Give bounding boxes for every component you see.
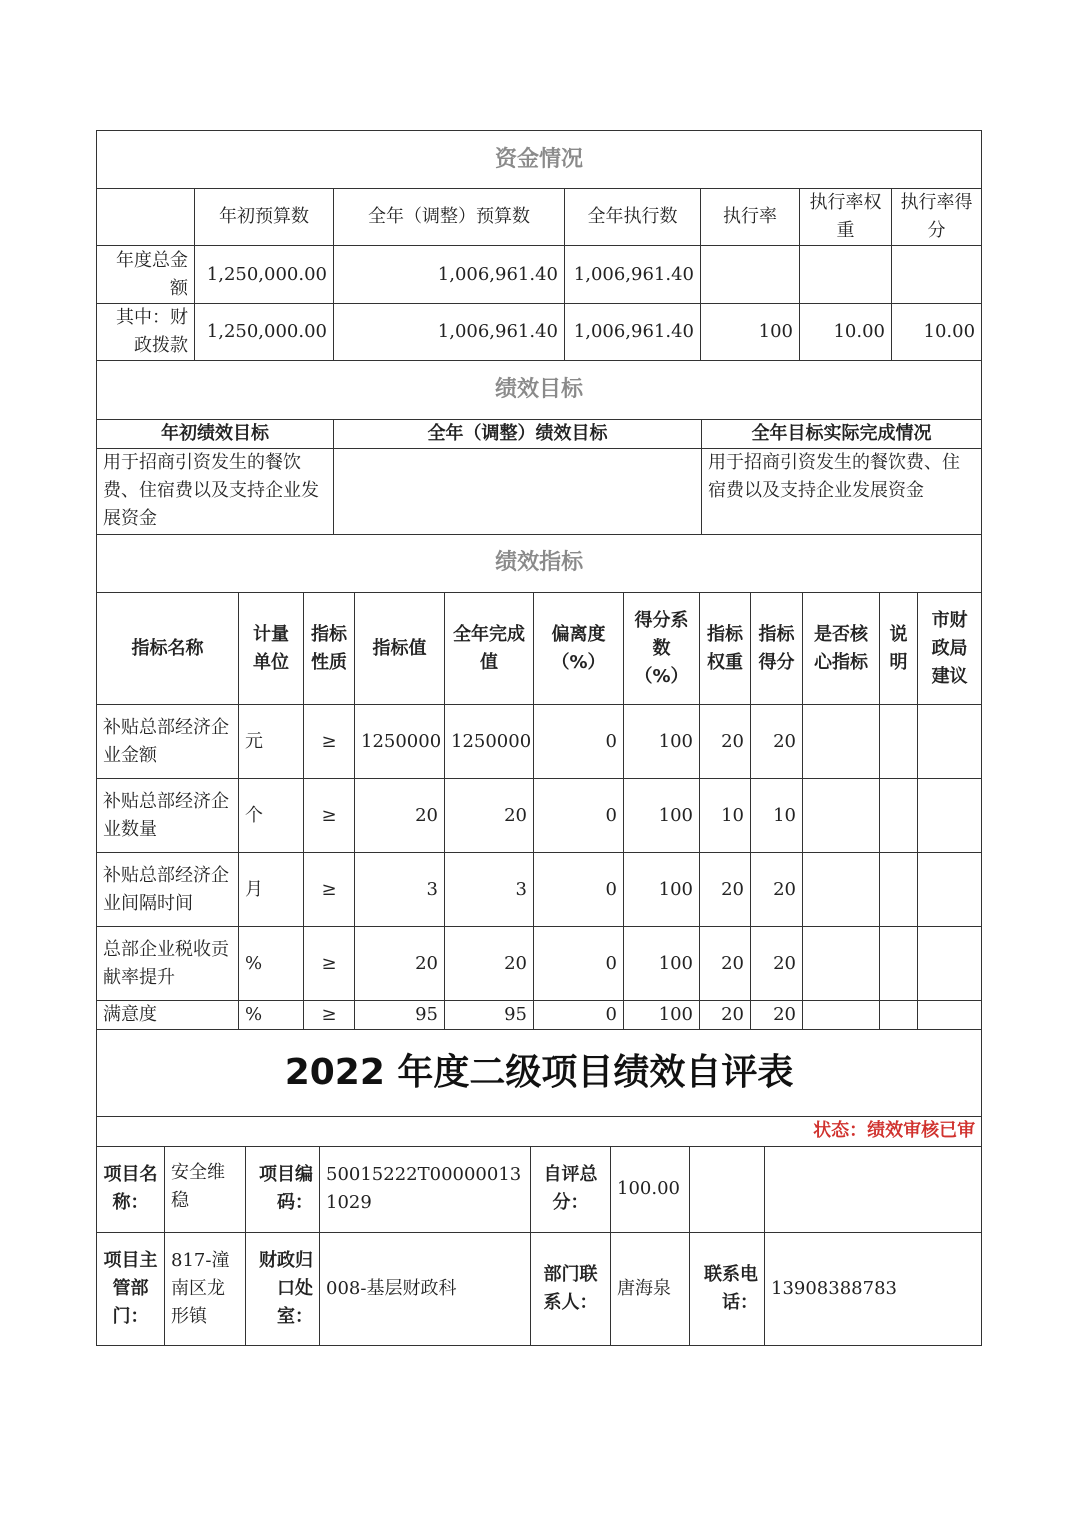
contact-label: 部门联系人： — [531, 1232, 611, 1345]
ind-target: 20 — [355, 927, 445, 1001]
ind-core — [803, 853, 880, 927]
goals-initial-text: 用于招商引资发生的餐饮费、住宿费以及支持企业发展资金 — [97, 448, 334, 534]
ind-actual: 20 — [445, 779, 534, 853]
ind-note — [880, 853, 918, 927]
funds-row-initial: 1,250,000.00 — [195, 304, 334, 361]
table-row — [97, 779, 982, 853]
ind-coef: 100 — [624, 853, 700, 927]
funds-row-weight: 10.00 — [800, 304, 892, 361]
ind-name: 总部企业税收贡献率提升 — [97, 927, 239, 1001]
ind-unit: 月 — [239, 853, 304, 927]
funds-header-score: 执行率得分 — [892, 189, 982, 246]
ind-nature: ≥ — [304, 1001, 355, 1030]
ind-nature: ≥ — [304, 853, 355, 927]
indicators-section-title: 绩效指标 — [97, 535, 982, 593]
ind-score: 10 — [751, 779, 803, 853]
ind-deviation: 0 — [534, 927, 624, 1001]
ind-score: 20 — [751, 853, 803, 927]
ind-deviation: 0 — [534, 853, 624, 927]
ind-target: 3 — [355, 853, 445, 927]
ind-note — [880, 1001, 918, 1030]
dept-value: 817-潼南区龙形镇 — [165, 1232, 246, 1345]
ind-note — [880, 705, 918, 779]
ind-name: 补贴总部经济企业间隔时间 — [97, 853, 239, 927]
ind-suggestion — [918, 853, 982, 927]
ind-header-actual: 全年完成值 — [445, 593, 534, 705]
ind-core — [803, 927, 880, 1001]
project-code-value: 50015222T000000131029 — [320, 1146, 531, 1232]
table-row — [97, 853, 982, 927]
goals-adjusted-text — [334, 448, 702, 534]
ind-coef: 100 — [624, 1001, 700, 1030]
ind-header-coef: 得分系数（%） — [624, 593, 700, 705]
ind-suggestion — [918, 927, 982, 1001]
blank-cell — [690, 1146, 765, 1232]
phone-value: 13908388783 — [765, 1232, 982, 1345]
funds-row-executed: 1,006,961.40 — [565, 304, 701, 361]
project-name-value: 安全维稳 — [165, 1146, 246, 1232]
ind-header-name: 指标名称 — [97, 593, 239, 705]
score-value: 100.00 — [611, 1146, 690, 1232]
ind-coef: 100 — [624, 779, 700, 853]
funds-table — [96, 130, 982, 361]
ind-deviation: 0 — [534, 779, 624, 853]
funds-header-rate: 执行率 — [701, 189, 800, 246]
project-name-label: 项目名称： — [97, 1146, 165, 1232]
goals-table — [96, 361, 982, 535]
phone-label: 联系电话： — [690, 1232, 765, 1345]
funds-row-label: 其中：财政拨款 — [97, 304, 195, 361]
office-label: 财政归口处室： — [246, 1232, 320, 1345]
funds-row-label: 年度总金额 — [97, 246, 195, 304]
ind-name: 补贴总部经济企业金额 — [97, 705, 239, 779]
ind-weight: 10 — [700, 779, 751, 853]
goals-section-title: 绩效目标 — [97, 361, 982, 419]
ind-weight: 20 — [700, 853, 751, 927]
table-row — [97, 927, 982, 1001]
office-value: 008-基层财政科 — [320, 1232, 531, 1345]
blank-cell — [765, 1146, 982, 1232]
contact-value: 唐海泉 — [611, 1232, 690, 1345]
ind-unit: 个 — [239, 779, 304, 853]
ind-header-target: 指标值 — [355, 593, 445, 705]
ind-deviation: 0 — [534, 1001, 624, 1030]
funds-header-weight: 执行率权重 — [800, 189, 892, 246]
ind-score: 20 — [751, 927, 803, 1001]
ind-unit: 元 — [239, 705, 304, 779]
status-badge: 状态：绩效审核已审 — [97, 1116, 982, 1146]
funds-header-executed: 全年执行数 — [565, 189, 701, 246]
ind-header-note: 说明 — [880, 593, 918, 705]
funds-row-score: 10.00 — [892, 304, 982, 361]
ind-target: 1250000 — [355, 705, 445, 779]
funds-row-adjusted: 1,006,961.40 — [334, 304, 565, 361]
funds-header-initial: 年初预算数 — [195, 189, 334, 246]
ind-header-unit: 计量单位 — [239, 593, 304, 705]
evaluation-sheet — [96, 130, 981, 1346]
ind-score: 20 — [751, 1001, 803, 1030]
ind-target: 20 — [355, 779, 445, 853]
ind-unit: % — [239, 927, 304, 1001]
table-row — [97, 246, 982, 304]
funds-row-rate — [701, 246, 800, 304]
ind-core — [803, 779, 880, 853]
ind-nature: ≥ — [304, 779, 355, 853]
table-row — [97, 705, 982, 779]
table-row — [97, 1001, 982, 1030]
goals-header-actual: 全年目标实际完成情况 — [702, 419, 982, 448]
ind-deviation: 0 — [534, 705, 624, 779]
report-title: 2022 年度二级项目绩效自评表 — [97, 1030, 982, 1116]
score-label: 自评总分： — [531, 1146, 611, 1232]
ind-weight: 20 — [700, 705, 751, 779]
goals-actual-text: 用于招商引资发生的餐饮费、住宿费以及支持企业发展资金 — [702, 448, 982, 534]
funds-row-executed: 1,006,961.40 — [565, 246, 701, 304]
ind-coef: 100 — [624, 927, 700, 1001]
ind-suggestion — [918, 1001, 982, 1030]
ind-header-deviation: 偏离度（%） — [534, 593, 624, 705]
funds-row-rate: 100 — [701, 304, 800, 361]
ind-coef: 100 — [624, 705, 700, 779]
ind-core — [803, 705, 880, 779]
ind-header-score: 指标得分 — [751, 593, 803, 705]
ind-header-suggestion: 市财政局建议 — [918, 593, 982, 705]
ind-target: 95 — [355, 1001, 445, 1030]
funds-row-adjusted: 1,006,961.40 — [334, 246, 565, 304]
ind-nature: ≥ — [304, 705, 355, 779]
funds-section-title: 资金情况 — [97, 131, 982, 189]
report-table — [96, 1030, 982, 1346]
funds-header-adjusted: 全年（调整）预算数 — [334, 189, 565, 246]
goals-header-initial: 年初绩效目标 — [97, 419, 334, 448]
dept-label: 项目主管部门： — [97, 1232, 165, 1345]
ind-suggestion — [918, 705, 982, 779]
ind-core — [803, 1001, 880, 1030]
ind-weight: 20 — [700, 1001, 751, 1030]
ind-header-core: 是否核心指标 — [803, 593, 880, 705]
ind-actual: 3 — [445, 853, 534, 927]
goals-header-adjusted: 全年（调整）绩效目标 — [334, 419, 702, 448]
ind-name: 满意度 — [97, 1001, 239, 1030]
ind-actual: 1250000 — [445, 705, 534, 779]
ind-note — [880, 927, 918, 1001]
ind-header-nature: 指标性质 — [304, 593, 355, 705]
funds-row-initial: 1,250,000.00 — [195, 246, 334, 304]
ind-actual: 95 — [445, 1001, 534, 1030]
funds-row-weight — [800, 246, 892, 304]
project-code-label: 项目编码： — [246, 1146, 320, 1232]
ind-note — [880, 779, 918, 853]
funds-header-blank — [97, 189, 195, 246]
ind-header-weight: 指标权重 — [700, 593, 751, 705]
ind-actual: 20 — [445, 927, 534, 1001]
ind-unit: % — [239, 1001, 304, 1030]
ind-weight: 20 — [700, 927, 751, 1001]
ind-score: 20 — [751, 705, 803, 779]
funds-row-score — [892, 246, 982, 304]
ind-name: 补贴总部经济企业数量 — [97, 779, 239, 853]
ind-nature: ≥ — [304, 927, 355, 1001]
ind-suggestion — [918, 779, 982, 853]
indicators-table — [96, 535, 982, 1031]
table-row — [97, 304, 982, 361]
